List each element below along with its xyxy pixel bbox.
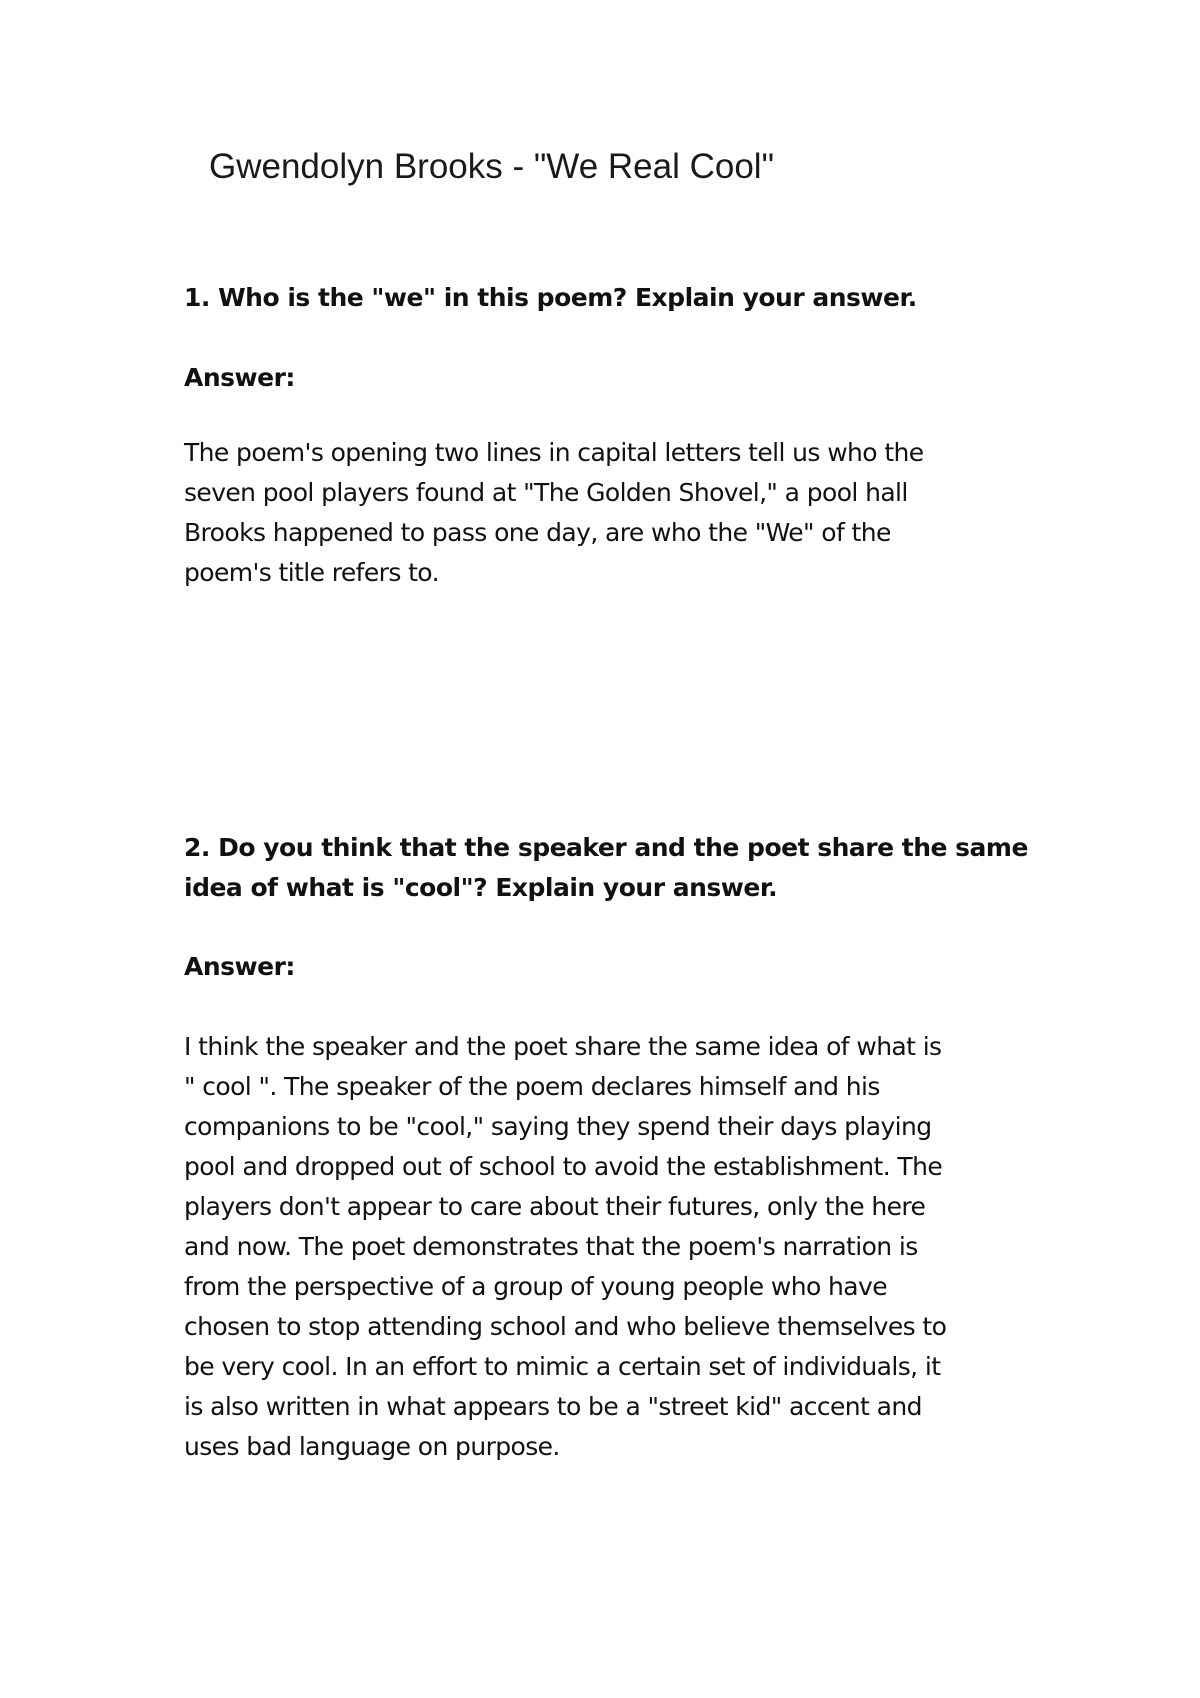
answer-1-line: Brooks happened to pass one day, are who the "We" of the	[184, 518, 891, 547]
answer-2-line: uses bad language on purpose.	[184, 1432, 560, 1461]
question-1	[184, 278, 1064, 318]
question-2-line: idea of what is "cool"? Explain your answer.	[184, 873, 778, 902]
answer-2-label: Answer:	[184, 952, 295, 981]
answer-1-line: The poem's opening two lines in capital letters tell us who the	[184, 438, 924, 467]
answer-1-label: Answer:	[184, 363, 295, 392]
answer-2-text	[184, 1027, 1044, 1467]
question-2	[184, 828, 1064, 908]
answer-2-line: pool and dropped out of school to avoid the establishment. The	[184, 1152, 943, 1181]
answer-2-line: from the perspective of a group of young people who have	[184, 1272, 887, 1301]
answer-2-line: is also written in what appears to be a "street kid" accent and	[184, 1392, 922, 1421]
answer-1-line: poem's title refers to.	[184, 558, 439, 587]
answer-2-line: and now. The poet demonstrates that the poem's narration is	[184, 1232, 918, 1261]
answer-2-line: players don't appear to care about their futures, only the here	[184, 1192, 926, 1221]
answer-2-line: companions to be "cool," saying they spend their days playing	[184, 1112, 932, 1141]
answer-2-line: " cool ". The speaker of the poem declares himself and his	[184, 1072, 880, 1101]
answer-1-line: seven pool players found at "The Golden Shovel," a pool hall	[184, 478, 908, 507]
answer-2-line: chosen to stop attending school and who believe themselves to	[184, 1312, 947, 1341]
question-1-line: 1. Who is the "we" in this poem? Explain your answer.	[184, 283, 917, 312]
answer-2-line: I think the speaker and the poet share the same idea of what is	[184, 1032, 942, 1061]
answer-1-text	[184, 433, 1044, 593]
document-title: Gwendolyn Brooks - "We Real Cool"	[209, 147, 774, 186]
question-2-line: 2. Do you think that the speaker and the poet share the same	[184, 833, 1028, 862]
answer-2-line: be very cool. In an effort to mimic a certain set of individuals, it	[184, 1352, 941, 1381]
